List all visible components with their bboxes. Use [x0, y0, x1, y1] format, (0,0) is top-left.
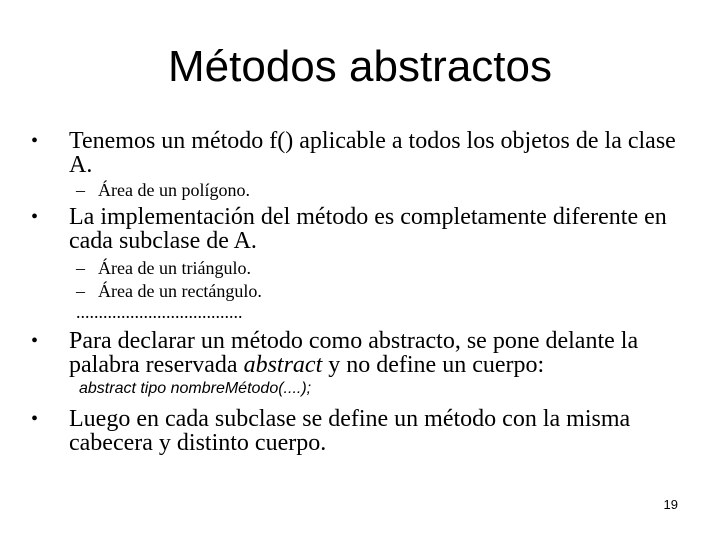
sub-item: [76, 281, 658, 301]
bullet-item: [31, 328, 689, 378]
keyword-abstract: abstract: [243, 352, 323, 378]
bullet-text-part: Para declarar un método como abstracto, se pone delante la palabra reservada: [69, 328, 639, 378]
sub-marker: –: [76, 180, 85, 200]
bullet-marker: •: [31, 130, 39, 152]
sub-item: [76, 258, 658, 278]
bullet-text: La implementación del método es completamente diferente en cada subclase de A.: [69, 204, 667, 254]
bullet-item: [31, 406, 689, 456]
sub-item: [76, 180, 658, 200]
bullet-marker: •: [31, 408, 39, 430]
sub-text: Área de un polígono.: [98, 180, 250, 200]
bullet-marker: •: [31, 330, 39, 352]
sub-marker: –: [76, 258, 85, 278]
ellipsis-line: .....................................: [76, 302, 243, 322]
slide-title: Métodos abstractos: [168, 42, 552, 91]
bullet-text-part: y no define un cuerpo:: [322, 352, 545, 378]
sub-marker: –: [76, 281, 85, 301]
bullet-text: Tenemos un método f() aplicable a todos los objetos de la clase A.: [69, 128, 676, 178]
bullet-text: [69, 328, 638, 378]
sub-text: Área de un rectángulo.: [98, 281, 262, 301]
code-example: abstract tipo nombreMétodo(....);: [79, 380, 312, 397]
sub-text: Área de un triángulo.: [98, 258, 251, 278]
bullet-marker: •: [31, 206, 39, 228]
bullet-item: [31, 204, 689, 254]
bullet-item: [31, 128, 689, 178]
page-number: 19: [663, 497, 678, 512]
bullet-text: Luego en cada subclase se define un método con la misma cabecera y distinto cuerpo.: [69, 406, 631, 456]
